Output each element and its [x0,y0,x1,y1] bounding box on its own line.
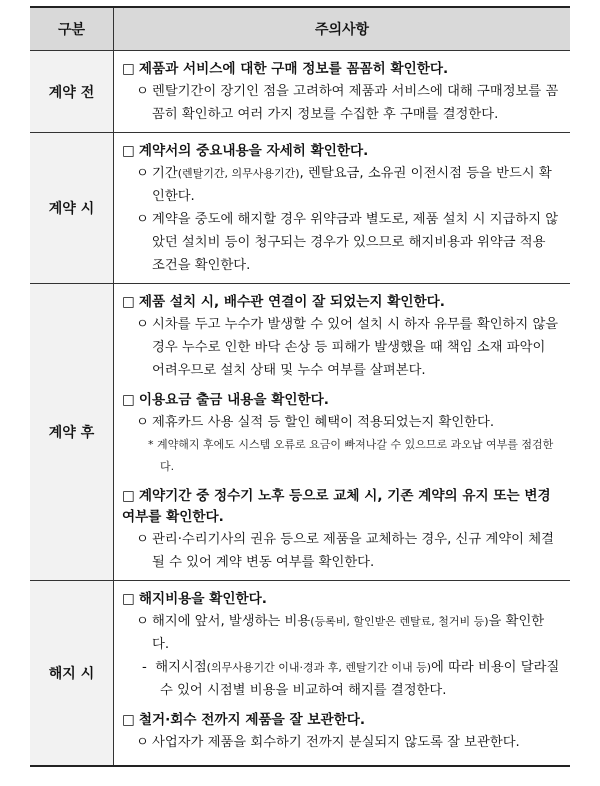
checkbox-square-icon: □ [122,143,135,159]
section-after-contract [30,284,570,581]
circle-bullet-icon: ㅇ [136,212,149,227]
section-heading: □ 이용요금 출금 내용을 확인한다. [122,392,329,408]
dash-icon: - [142,660,147,675]
circle-bullet-icon: ㅇ [136,415,149,430]
bullet-item: ㅇ 기간(렌탈기간, 의무사용기간), 렌탈요금, 소유권 이전시점 등을 반드시 확인한다. [122,162,560,208]
header-precautions: 주의사항 [114,7,571,51]
checkbox-square-icon: □ [122,591,135,607]
note-item: * 계약해지 후에도 시스템 오류로 요금이 빠져나갈 수 있으므로 과오납 여부를 점검한다. [148,438,554,473]
checkbox-square-icon: □ [122,488,135,504]
section-content [114,51,571,133]
circle-bullet-icon: ㅇ [136,317,149,332]
checkbox-square-icon: □ [122,392,135,408]
asterisk-icon: * [148,438,154,451]
circle-bullet-icon: ㅇ [136,735,149,750]
bullet-item: ㅇ 시차를 두고 누수가 발생할 수 있어 설치 시 하자 유무를 확인하지 않을 경우 누수로 인한 바닥 손상 등 피해가 발생했을 때 책임 소재 파악이 어려우므로 설치 상태 및 누수 여부를 살펴본다. [122,313,560,382]
table-header-row [30,7,570,51]
bullet-item: ㅇ 렌탈기간이 장기인 점을 고려하여 제품과 서비스에 대해 구매정보를 꼼꼼히 확인하고 여러 가지 정보를 수집한 후 구매를 결정한다. [122,80,560,126]
section-heading: □ 제품 설치 시, 배수관 연결이 잘 되었는지 확인한다. [122,294,445,310]
section-at-contract [30,133,570,284]
circle-bullet-icon: ㅇ [136,166,149,181]
dash-item: - 해지시점(의무사용기간 이내·경과 후, 렌탈기간 이내 등)에 따라 비용이 달라질 수 있어 시점별 비용을 비교하여 해지를 결정한다. [142,660,560,698]
bullet-item: ㅇ 계약을 중도에 해지할 경우 위약금과 별도로, 제품 설치 시 지급하지 않았던 설치비 등이 청구되는 경우가 있으므로 해지비용과 위약금 적용 조건을 확인한다. [122,208,560,277]
checkbox-square-icon: □ [122,61,135,77]
section-heading: □ 계약기간 중 정수기 노후 등으로 교체 시, 기존 계약의 유지 또는 변경 여부를 확인한다. [122,488,551,525]
bullet-item: ㅇ 해지에 앞서, 발생하는 비용(등록비, 할인받은 렌탈료, 철거비 등)을 확인한다. [122,610,560,656]
circle-bullet-icon: ㅇ [136,614,149,629]
precautions-table [30,6,570,767]
bullet-item: ㅇ 사업자가 제품을 회수하기 전까지 분실되지 않도록 잘 보관한다. [122,731,560,754]
circle-bullet-icon: ㅇ [136,532,149,547]
bullet-item: ㅇ 제휴카드 사용 실적 등 할인 혜택이 적용되었는지 확인한다. [122,411,560,434]
section-heading: □ 해지비용을 확인한다. [122,591,267,607]
category-label: 계약 전 [30,51,114,133]
section-before-contract [30,51,570,133]
category-label: 계약 후 [30,284,114,581]
category-label: 해지 시 [30,581,114,766]
checkbox-square-icon: □ [122,294,135,310]
checkbox-square-icon: □ [122,712,135,728]
section-heading: □ 철거·회수 전까지 제품을 잘 보관한다. [122,712,366,728]
bullet-item: ㅇ 관리·수리기사의 권유 등으로 제품을 교체하는 경우, 신규 계약이 체결될 수 있어 계약 변동 여부를 확인한다. [122,528,560,574]
section-content [114,581,571,766]
section-content [114,133,571,284]
circle-bullet-icon: ㅇ [136,84,149,99]
section-content [114,284,571,581]
category-label: 계약 시 [30,133,114,284]
section-at-termination [30,581,570,766]
section-heading: □ 제품과 서비스에 대한 구매 정보를 꼼꼼히 확인한다. [122,61,449,77]
section-heading: □ 계약서의 중요내용을 자세히 확인한다. [122,143,369,159]
header-category: 구분 [30,7,114,51]
